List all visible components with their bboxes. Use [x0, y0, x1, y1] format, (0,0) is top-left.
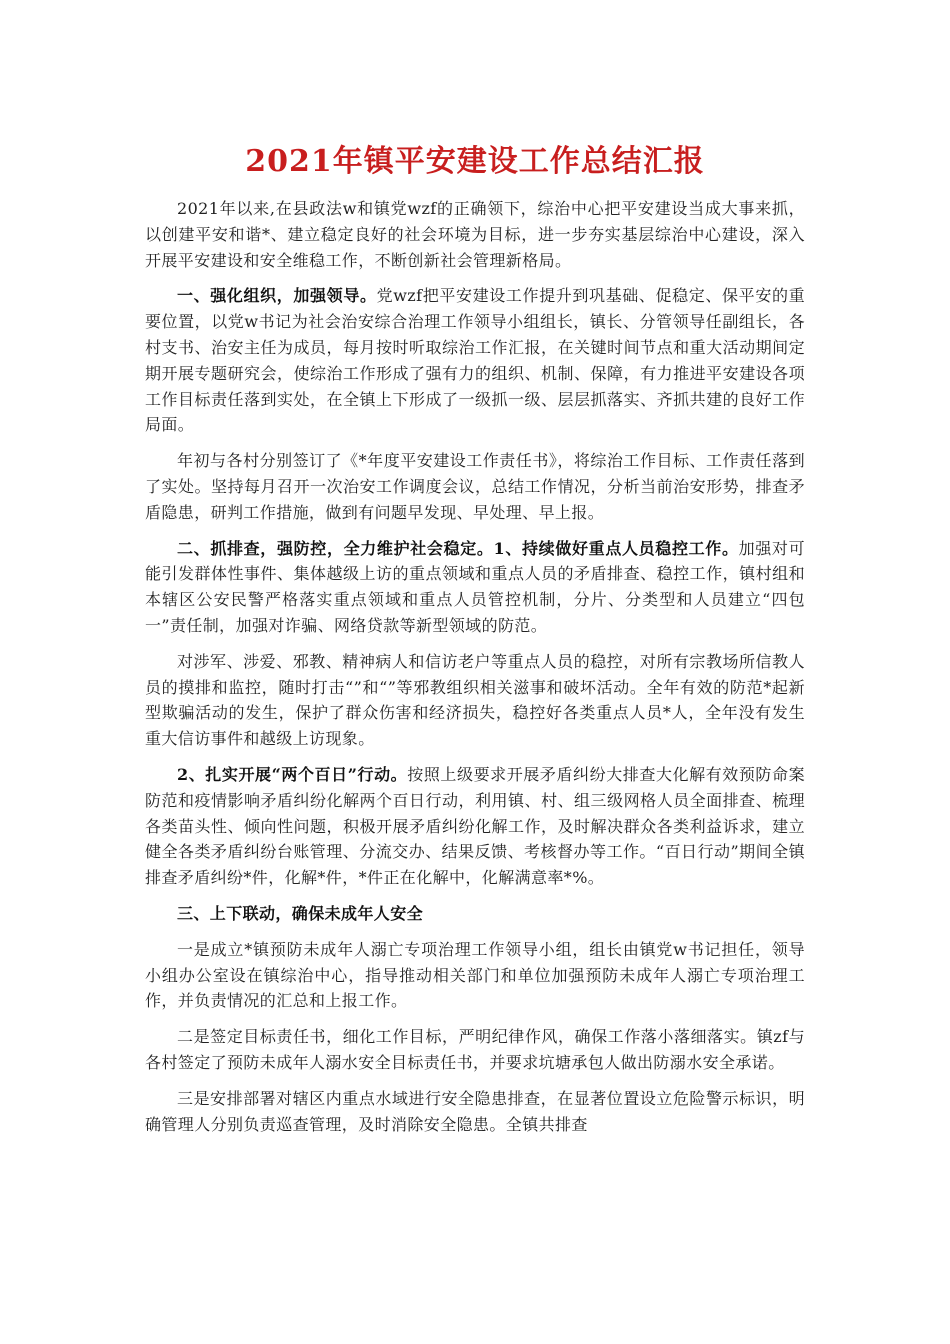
paragraph-text: 加强对可能引发群体性事件、集体越级上访的重点领域和重点人员的矛盾排查、稳控工作，镇村组和本辖区公安民警严格落实重点领域和重点人员管控机制，分片、分类型和人员建立“四包一”责任制，加强对诈骗、网络贷款等新型领域的防范。 [145, 538, 805, 635]
paragraph-section-3 [145, 901, 805, 927]
section-heading: 二、抓排查，强防控，全力维护社会稳定。1、持续做好重点人员稳控工作。 [177, 538, 739, 558]
paragraph-text: 三是安排部署对辖区内重点水域进行安全隐患排查，在显著位置设立危险警示标识，明确管理人分别负责巡查管理，及时消除安全隐患。全镇共排查 [145, 1088, 805, 1134]
document-page [145, 140, 805, 1137]
paragraph-text: 一是成立*镇预防未成年人溺亡专项治理工作领导小组，组长由镇党w书记担任，领导小组办公室设在镇综治中心，指导推动相关部门和单位加强预防未成年人溺亡专项治理工作，并负责情况的汇总和上报工作。 [145, 939, 805, 1011]
paragraph-text: 党wzf把平安建设工作提升到巩基础、促稳定、保平安的重要位置，以党w书记为社会治安综合治理工作领导小组组长，镇长、分管领导任副组长，各村支书、治安主任为成员，每月按时听取综治工作汇报，在关键时间节点和重大活动期间定期开展专题研究会，使综治工作形成了强有力的组织、机制、保障，有力推进平安建设各项工作目标责任落到实处，在全镇上下形成了一级抓一级、层层抓落实、齐抓共建的良好工作局面。 [145, 286, 805, 435]
section-heading: 2、扎实开展“两个百日”行动。 [177, 764, 408, 784]
paragraph-section-2 [145, 536, 805, 639]
section-heading: 一、强化组织，加强领导。 [177, 286, 377, 306]
paragraph-text: 二是签定目标责任书，细化工作目标，严明纪律作风，确保工作落小落细落实。镇zf与各村签定了预防未成年人溺水安全目标责任书，并要求坑塘承包人做出防溺水安全承诺。 [145, 1027, 805, 1072]
paragraph-responsibility [145, 448, 805, 525]
paragraph-text: 按照上级要求开展矛盾纠纷大排查大化解有效预防命案防范和疫情影响矛盾纠纷化解两个百日行动，利用镇、村、组三级网格人员全面排查、梳理各类苗头性、倾向性问题，积极开展矛盾纠纷化解工作，及时解决群众各类利益诉求，建立健全各类矛盾纠纷台账管理、分流交办、结果反馈、考核督办等工作。“百日行动”期间全镇排查矛盾纠纷*件，化解*件，*件正在化解中，化解满意率*%。 [145, 764, 805, 888]
section-heading: 三、上下联动，确保未成年人安全 [177, 903, 424, 923]
paragraph-hundred-days [145, 762, 805, 891]
document-title: 2021年镇平安建设工作总结汇报 [245, 144, 705, 179]
paragraph-text: 2021年以来,在县政法w和镇党wzf的正确领下，综治中心把平安建设当成大事来抓，以创建平安和谐*、建立稳定良好的社会环境为目标，进一步夯实基层综治中心建设，深入开展平安建设和安全维稳工作，不断创新社会管理新格局。 [145, 199, 805, 270]
paragraph-section-1 [145, 283, 805, 438]
paragraph-key-persons [145, 649, 805, 752]
paragraph-point-3 [145, 1086, 805, 1138]
paragraph-text: 年初与各村分别签订了《*年度平安建设工作责任书》，将综治工作目标、工作责任落到了实处。坚持每月召开一次治安工作调度会议，总结工作情况，分析当前治安形势，排查矛盾隐患，研判工作措施，做到有问题早发现、早处理、早上报。 [145, 451, 805, 522]
paragraph-point-2 [145, 1024, 805, 1076]
paragraph-intro [145, 196, 805, 273]
paragraph-text: 对涉军、涉爱、邪教、精神病人和信访老户等重点人员的稳控，对所有宗教场所信教人员的摸排和监控，随时打击“”和“”等邪教组织相关滋事和破坏活动。全年有效的防范*起新型欺骗活动的发生，保护了群众伤害和经济损失，稳控好各类重点人员*人，全年没有发生重大信访事件和越级上访现象。 [145, 651, 805, 749]
paragraph-point-1 [145, 937, 805, 1014]
